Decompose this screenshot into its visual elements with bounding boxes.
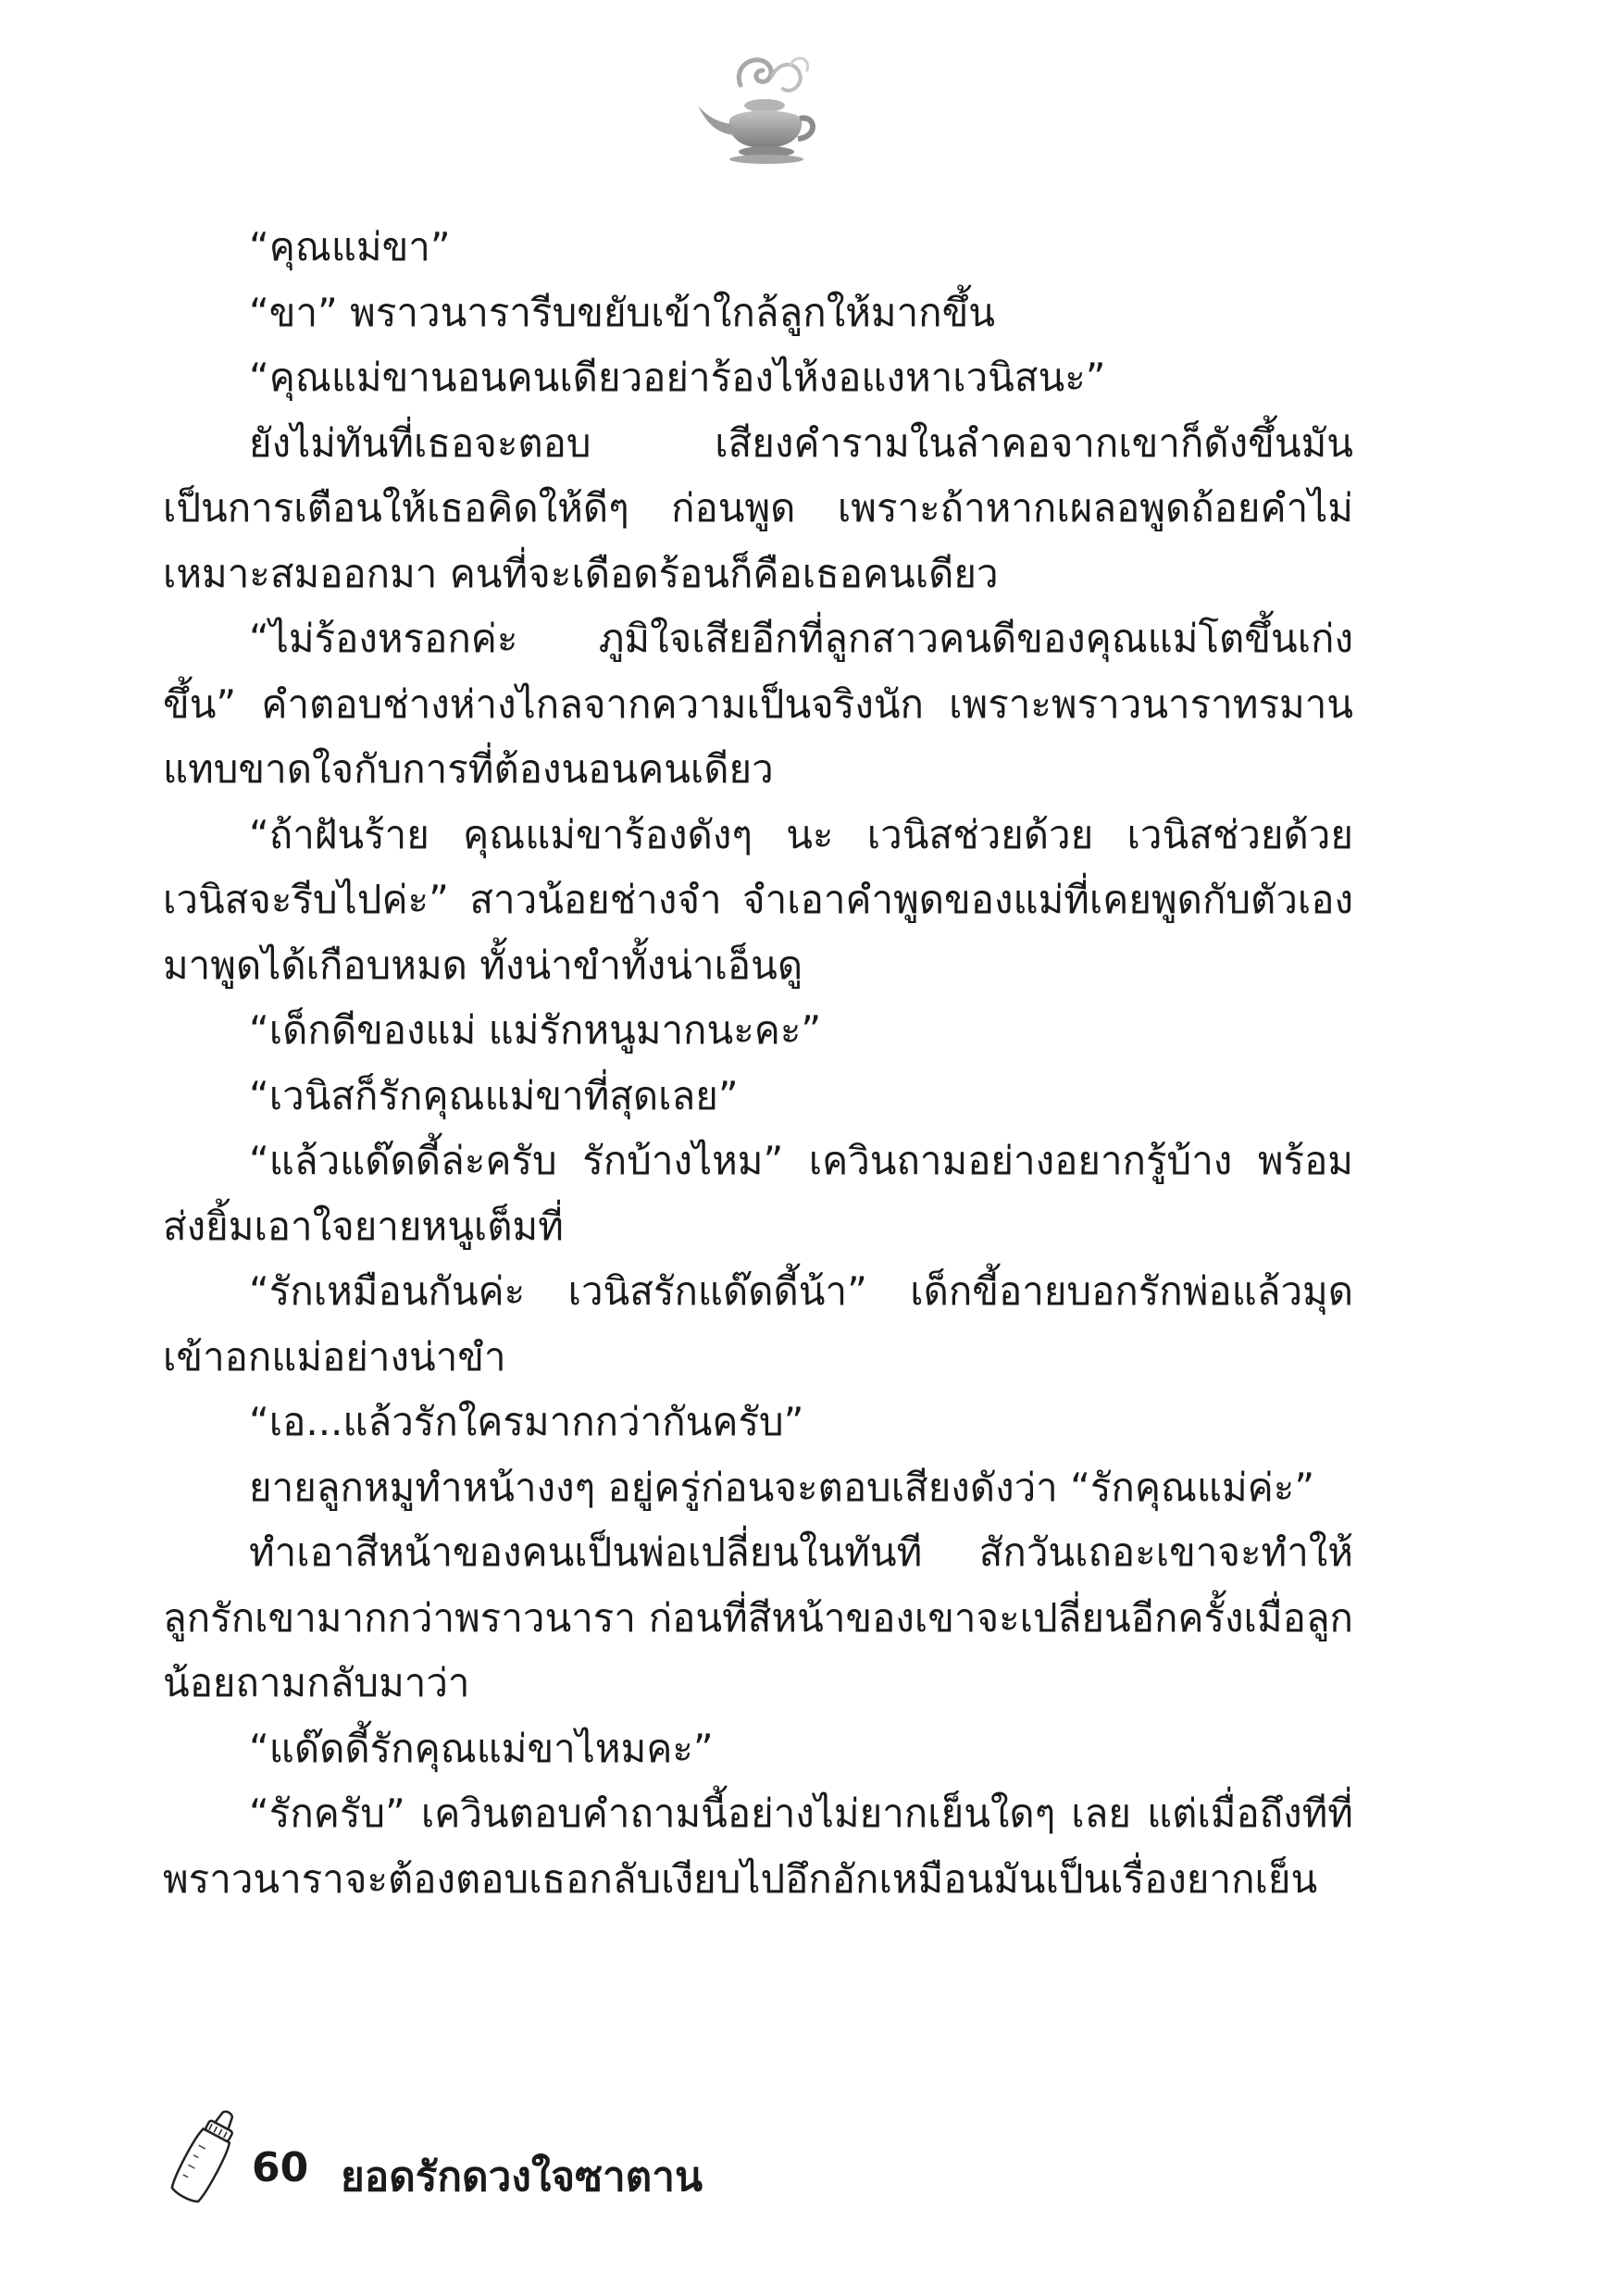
page-footer — [163, 2107, 1089, 2209]
paragraph: “เอ...แล้วรักใครมากกว่ากันครับ” — [249, 1399, 804, 1444]
paragraph: “รักครับ” เควินตอบคำถามนี้อย่างไม่ยากเย็นใดๆ เลย แต่เมื่อถึงทีที่พราวนาราจะต้องตอบเธอกลับเงียบไปอึกอักเหมือนมันเป็นเรื่องยากเย็น — [163, 1791, 1353, 1902]
paragraph: “ไม่ร้องหรอกค่ะ ภูมิใจเสียอีกที่ลูกสาวคนดีของคุณแม่โตขึ้นเก่งขึ้น” คำตอบช่างห่างไกลจากความเป็นจริงนัก เพราะพราวนาราทรมานแทบขาดใจกับการที่ต้องนอนคนเดียว — [163, 616, 1353, 792]
book-title: ยอดรักดวงใจซาตาน — [341, 2153, 703, 2201]
paragraph: “คุณแม่ขานอนคนเดียวอย่าร้องไห้งอแงหาเวนิสนะ” — [249, 355, 1106, 400]
teapot-ornament-icon — [687, 48, 826, 168]
paragraph: “แด๊ดดี้รักคุณแม่ขาไหมคะ” — [249, 1725, 714, 1771]
paragraph: ยายลูกหมูทำหน้างงๆ อยู่ครู่ก่อนจะตอบเสียงดังว่า “รักคุณแม่ค่ะ” — [249, 1464, 1315, 1510]
paragraph: ทำเอาสีหน้าของคนเป็นพ่อเปลี่ยนในทันที สักวันเถอะเขาจะทำให้ลูกรักเขามากกว่าพราวนารา ก่อนที่สีหน้าของเขาจะเปลี่ยนอีกครั้งเมื่อลูกน้อยถามกลับมาว่า — [163, 1529, 1353, 1705]
paragraph: “เด็กดีของแม่ แม่รักหนูมากนะคะ” — [249, 1007, 822, 1053]
paragraph: “ถ้าฝันร้าย คุณแม่ขาร้องดังๆ นะ เวนิสช่วยด้วย เวนิสช่วยด้วยเวนิสจะรีบไปค่ะ” สาวน้อยช่างจำ จำเอาคำพูดของแม่ที่เคยพูดกับตัวเองมาพูดได้เกือบหมด ทั้งน่าขำทั้งน่าเอ็นดู — [163, 811, 1353, 988]
paragraph: “ขา” พราวนารารีบขยับเข้าใกล้ลูกให้มากขึ้น — [249, 289, 996, 335]
paragraph: “แล้วแด๊ดดี้ล่ะครับ รักบ้างไหม” เควินถามอย่างอยากรู้บ้าง พร้อมส่งยิ้มเอาใจยายหนูเต็มที่ — [163, 1138, 1353, 1249]
paragraph: “เวนิสก็รักคุณแม่ขาที่สุดเลย” — [249, 1072, 739, 1118]
paragraph: “คุณแม่ขา” — [249, 224, 451, 269]
body-text — [163, 215, 1353, 1912]
page-number: 60 — [252, 2144, 309, 2191]
baby-bottle-icon — [163, 2107, 248, 2205]
paragraph: “รักเหมือนกันค่ะ เวนิสรักแด๊ดดี้น้า” เด็กขี้อายบอกรักพ่อแล้วมุดเข้าอกแม่อย่างน่าขำ — [163, 1268, 1353, 1379]
paragraph: ยังไม่ทันที่เธอจะตอบ เสียงคำรามในลำคอจากเขาก็ดังขึ้นมันเป็นการเตือนให้เธอคิดให้ดีๆ ก่อนพูด เพราะถ้าหากเผลอพูดถ้อยคำไม่เหมาะสมออกมา คนที่จะเดือดร้อนก็คือเธอคนเดียว — [163, 419, 1353, 596]
